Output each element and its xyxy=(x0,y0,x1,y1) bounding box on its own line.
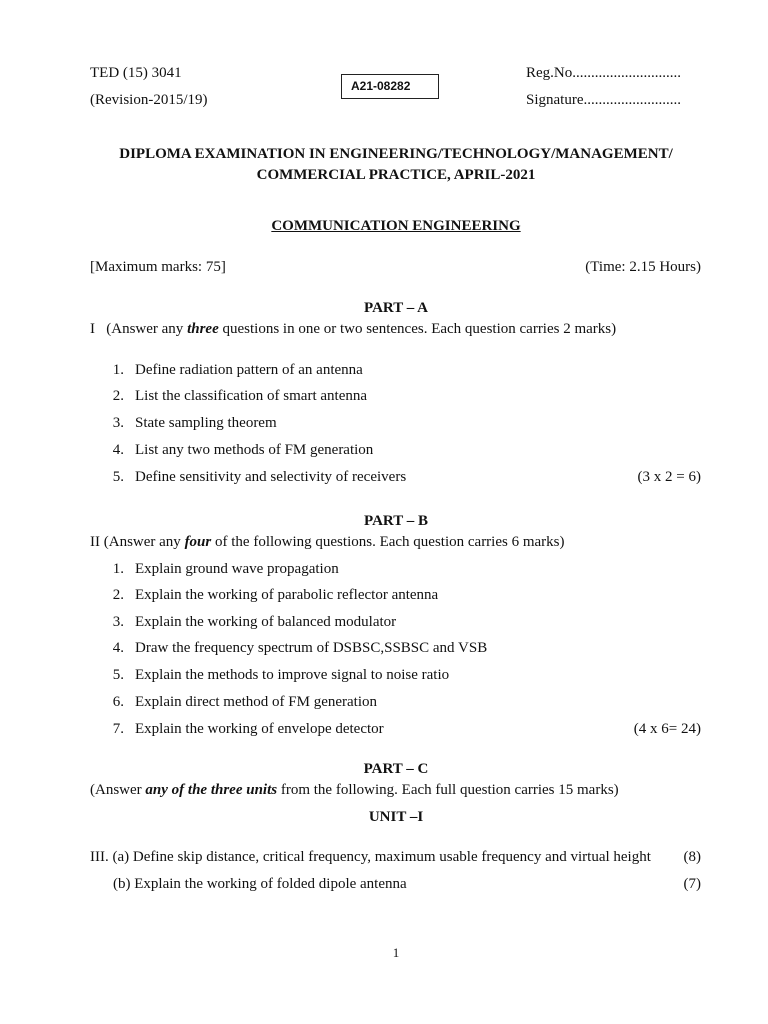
question-text: Explain the working of balanced modulator xyxy=(135,614,397,630)
question-text: Explain the working of envelope detector xyxy=(135,721,384,737)
question-number: 1. xyxy=(112,362,124,378)
question-text: Explain direct method of FM generation xyxy=(135,694,378,710)
reg-no-field: Reg.No............................. xyxy=(526,65,681,81)
part-a-instr-post: questions in one or two sentences. Each question carries 2 marks) xyxy=(218,321,617,337)
part-c-instr-emphasis: any of the three units xyxy=(145,782,278,798)
question-3a-marks: (8) xyxy=(683,849,701,865)
max-marks: [Maximum marks: 75] xyxy=(90,259,226,275)
question-text: List any two methods of FM generation xyxy=(135,442,374,458)
question-3a: III. (a) Define skip distance, critical frequency, maximum usable frequency and virtual height xyxy=(90,849,651,865)
part-a-heading: PART – A xyxy=(364,300,428,316)
unit-heading: UNIT –I xyxy=(368,809,424,825)
question-text: List the classification of smart antenna xyxy=(135,388,368,404)
part-b-instr-emphasis: four xyxy=(184,534,212,550)
part-a-instr-emphasis: three xyxy=(187,321,219,337)
question-text: Explain the methods to improve signal to noise ratio xyxy=(135,667,450,683)
part-a-instruction xyxy=(90,320,616,338)
question-number: 5. xyxy=(112,667,124,683)
part-c-heading: PART – C xyxy=(363,761,429,777)
signature-field: Signature.......................... xyxy=(526,92,681,108)
part-c-instruction xyxy=(90,781,619,799)
question-text: Explain ground wave propagation xyxy=(135,561,339,577)
exam-title-line1: DIPLOMA EXAMINATION IN ENGINEERING/TECHNOLOGY/MANAGEMENT/ xyxy=(119,146,673,162)
question-3b: (b) Explain the working of folded dipole antenna xyxy=(113,876,407,892)
question-number: 4. xyxy=(112,640,124,656)
part-b-marks: (4 x 6= 24) xyxy=(633,721,701,737)
part-a-roman: I xyxy=(90,321,95,337)
part-b-instr-post: of the following questions. Each question carries 6 marks) xyxy=(211,534,565,550)
part-b-instruction xyxy=(90,533,565,551)
part-b-instr-pre: II (Answer any xyxy=(90,534,185,550)
course-code: TED (15) 3041 xyxy=(90,65,182,81)
question-text: Explain the working of parabolic reflector antenna xyxy=(135,587,439,603)
question-text: State sampling theorem xyxy=(135,415,277,431)
question-3b-marks: (7) xyxy=(683,876,701,892)
part-a-instr-pre: (Answer any xyxy=(106,321,188,337)
question-number: 2. xyxy=(112,587,124,603)
subject-title-text: COMMUNICATION ENGINEERING xyxy=(271,218,521,234)
part-c-instr-post: from the following. Each full question carries 15 marks) xyxy=(277,782,619,798)
paper-code-box: A21-08282 xyxy=(341,74,439,99)
question-number: 7. xyxy=(112,721,124,737)
question-number: 6. xyxy=(112,694,124,710)
time-allowed: (Time: 2.15 Hours) xyxy=(585,259,701,275)
question-number: 4. xyxy=(112,442,124,458)
question-number: 2. xyxy=(112,388,124,404)
part-c-instr-pre: (Answer xyxy=(90,782,146,798)
revision-label: (Revision-2015/19) xyxy=(90,92,208,108)
question-text: Draw the frequency spectrum of DSBSC,SSBSC and VSB xyxy=(135,640,488,656)
page-number: 1 xyxy=(392,945,400,960)
question-text: Define sensitivity and selectivity of receivers xyxy=(135,469,407,485)
question-number: 3. xyxy=(112,415,124,431)
exam-title-line2: COMMERCIAL PRACTICE, APRIL-2021 xyxy=(256,167,536,183)
question-text: Define radiation pattern of an antenna xyxy=(135,362,363,378)
subject-title xyxy=(0,217,768,235)
question-number: 5. xyxy=(112,469,124,485)
question-number: 3. xyxy=(112,614,124,630)
part-b-heading: PART – B xyxy=(364,513,428,529)
question-number: 1. xyxy=(112,561,124,577)
part-a-marks: (3 x 2 = 6) xyxy=(637,469,701,485)
